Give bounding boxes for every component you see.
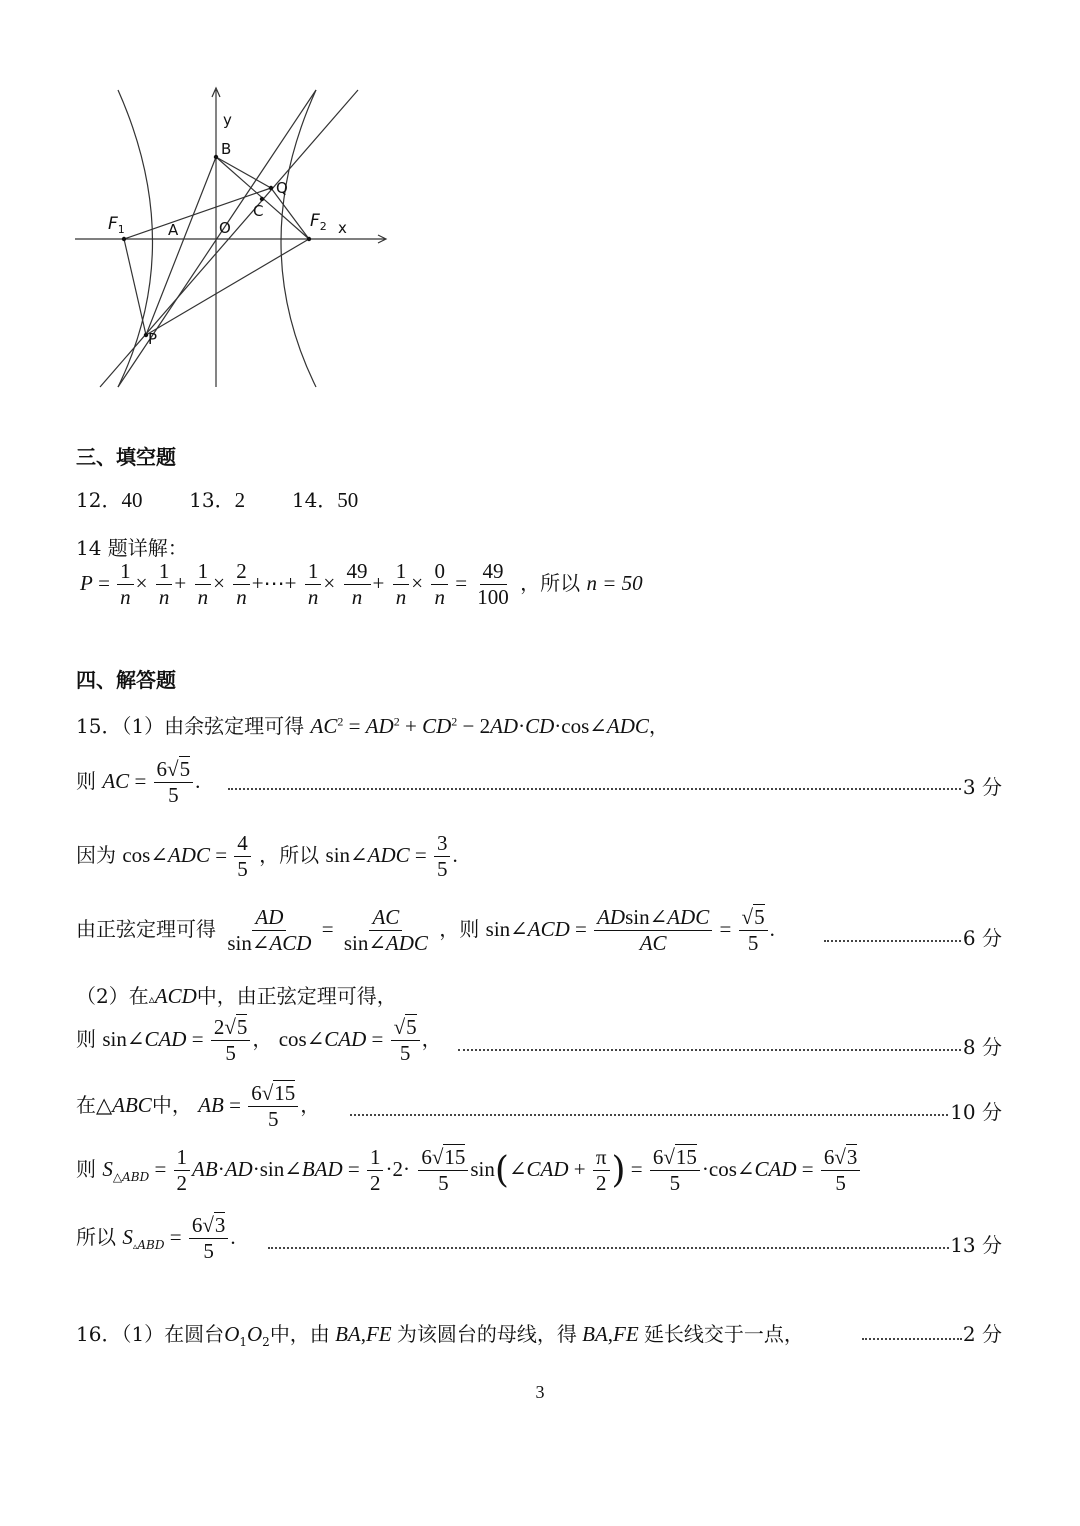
q15-line-9: 所以 $S_{▵ABD}$ = $\frac{6√3}{5}$ . (76, 1213, 236, 1264)
label-x: x (338, 219, 347, 237)
q15-dots-5 (268, 1247, 949, 1249)
q15-line-1: 15．（1）由余弦定理可得 $AC^2 = AD^2 + CD^2$ − 2AD·CD·cos∠ADC， (76, 714, 669, 738)
segment-pb (146, 157, 216, 335)
answer-13-value: 2 (234, 488, 246, 512)
q15-score-4: 10 分 (950, 1100, 1002, 1124)
label-q: Q (276, 179, 288, 197)
point-q (269, 186, 273, 190)
segment-f1p (124, 239, 146, 335)
q14-formula: P = $\frac{1}{n}$ × $\frac{1}{n}$ + $\frac{1}{n}$ × $\frac{2}{n}$ +⋯+ $\frac{1}{n}$ × $\frac{49}{n}$ + $\frac{1}{n}$ × $\frac{0}{n}$ = $\frac{49}{100}$ ，所以 n = 50 (80, 559, 643, 610)
label-f2: $F_2$ (310, 211, 327, 233)
answer-12-value: 40 (121, 488, 143, 512)
q16-score-1: 2 分 (962, 1322, 1002, 1346)
label-y: y (223, 111, 232, 129)
point-f2 (307, 237, 311, 241)
q14-result: n = 50 (586, 571, 643, 596)
q14-conclusion: ，所以 (520, 571, 581, 596)
label-b: B (221, 140, 232, 158)
q16-line-1: 16．（1）在圆台$O_1O_2$中，由 BA,FE 为该圆台的母线，得 BA,FE 延长线交于一点， (76, 1322, 804, 1349)
q15-line-2: 则 AC = $\frac{6√5}{5}$ . (76, 757, 201, 808)
label-a: A (168, 221, 179, 239)
q15-line-4: 由正弦定理可得 $\frac{AD}{\text{sin∠ACD}}$ = $\frac{AC}{\text{sin∠ADC}}$ ，则 sin∠ACD = $\frac{\text{ADsin∠ADC}}{AC}$ = $\frac{√5}{5}$ . (76, 905, 775, 956)
answer-12-num: 12． (76, 488, 122, 512)
answer-13-num: 13． (189, 488, 235, 512)
q16-dots-1 (862, 1338, 962, 1340)
segment-bq (216, 157, 271, 188)
q15-score-3: 8 分 (962, 1035, 1002, 1059)
section-4-title: 四、解答题 (76, 668, 176, 692)
hyperbola-figure (70, 85, 400, 395)
q15-dots-4 (350, 1114, 948, 1116)
label-c: C (253, 202, 264, 220)
q15-line-8: 则 $S_{\triangle ABD}$ = $\frac{1}{2}$ AB·AD·sin∠BAD = $\frac{1}{2}$ ·2· $\frac{6√15}{5}$ sin(∠CAD + $\frac{\pi}{2}$ ) = $\frac{6√15}{5}$ ·cos∠CAD = $\frac{6√3}{5}$ (76, 1146, 862, 1195)
q15-line-6: 则 sin∠CAD = $\frac{2√5}{5}$ ， cos∠CAD = $\frac{√5}{5}$ ， (76, 1015, 442, 1066)
point-c (260, 197, 264, 201)
q15-dots-1 (228, 788, 961, 790)
answer-14-value: 50 (337, 488, 359, 512)
answer-14-num: 14． (291, 488, 338, 512)
q14-label: 14 题详解： (76, 536, 188, 560)
q15-line-3: 因为 cos∠ADC = $\frac{4}{5}$ ，所以 sin∠ADC = $\frac{3}{5}$ . (76, 831, 458, 882)
q15-score-1: 3 分 (962, 775, 1002, 799)
label-o: O (219, 219, 231, 237)
point-b (214, 155, 218, 159)
label-f1: $F_1$ (108, 214, 125, 236)
q15-line-7: 在△ABC中， AB = $\frac{6√15}{5}$ ， (76, 1081, 321, 1132)
point-f1 (122, 237, 126, 241)
q15-score-2: 6 分 (962, 926, 1002, 950)
section-3-title: 三、填空题 (76, 445, 176, 469)
page-number: 3 (535, 1382, 545, 1402)
q15-dots-2 (824, 940, 961, 942)
q15-score-5: 13 分 (950, 1233, 1002, 1257)
q15-dots-3 (458, 1049, 961, 1051)
segment-f1q (124, 188, 271, 239)
label-p: P (148, 330, 158, 348)
q15-line-5: （2）在▵ACD中，由正弦定理可得， (76, 984, 397, 1008)
fill-in-answers (76, 484, 358, 513)
